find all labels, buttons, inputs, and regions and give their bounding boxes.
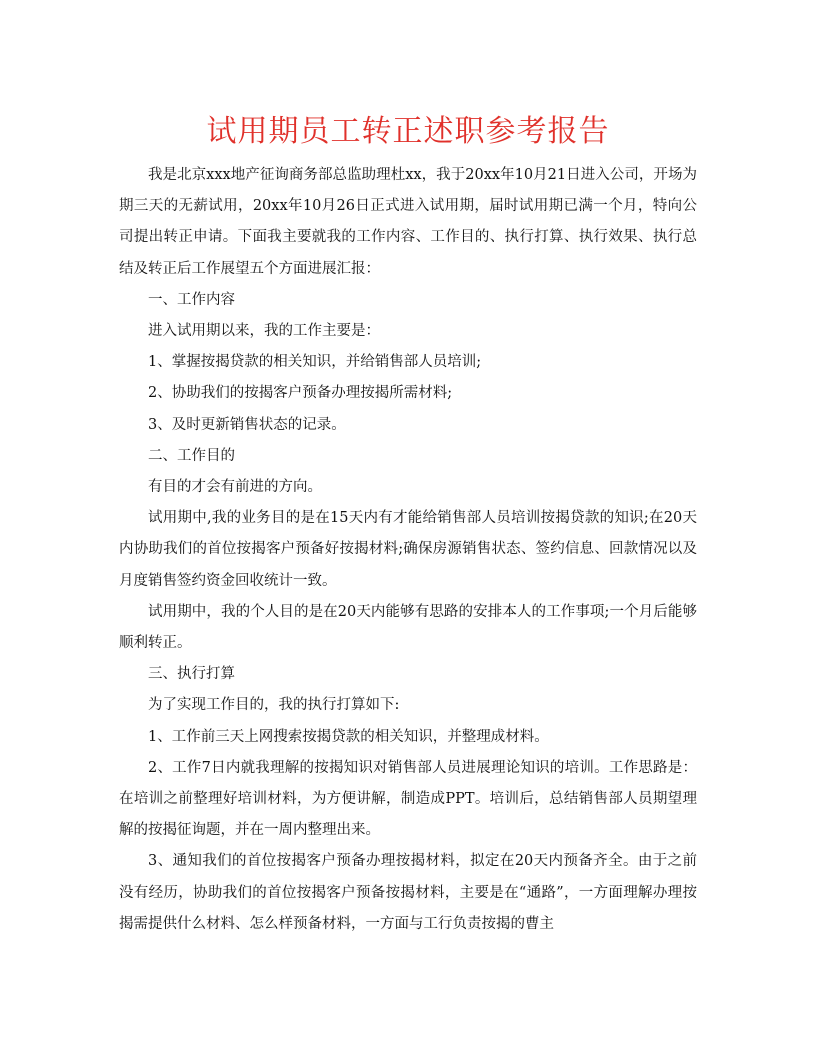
list-item: 1、工作前三天上网搜索按揭贷款的相关知识，并整理成材料。 [148,728,549,745]
section-heading-work-content: 一、工作内容 [148,291,235,308]
paragraph: 进入试用期以来，我的工作主要是： [148,323,380,340]
list-item: 2、工作7日内就我理解的按揭知识对销售部人员进展理论知识的培训。工作思路是：在培训之前整理好培训材料，为方便讲解，制造成PPT。培训后，总结销售部人员期望理解的按揭征询题，并在一周内整理出来。 [119,759,697,839]
document-body [119,160,697,940]
paragraph: 试用期中，我的个人目的是在20天内能够有思路的安排本人的工作事项;一个月后能够顺利转正。 [119,603,697,652]
paragraph-intro: 我是北京xxx地产征询商务部总监助理杜xx，我于20xx年10月21日进入公司，开场为期三天的无薪试用，20xx年10月26日正式进入试用期，届时试用期已满一个月，特向公司提出转正申请。下面我主要就我的工作内容、工作目的、执行打算、执行效果、执行总结及转正后工作展望五个方面进展汇报： [119,167,697,277]
list-item: 1、掌握按揭贷款的相关知识，并给销售部人员培训; [148,354,482,371]
section-heading-execution-plan: 三、执行打算 [148,666,235,683]
document-title: 试用期员工转正述职参考报告 [206,114,610,149]
paragraph: 为了实现工作目的，我的执行打算如下: [148,697,400,714]
paragraph: 试用期中,我的业务目的是在15天内有才能给销售部人员培训按揭贷款的知识;在20天内协助我们的首位按揭客户预备好按揭材料;确保房源销售状态、签约信息、回款情况以及月度销售签约资金回收统计一致。 [119,510,697,589]
list-item: 3、通知我们的首位按揭客户预备办理按揭材料，拟定在20天内预备齐全。由于之前没有经历，协助我们的首位按揭客户预备按揭材料，主要是在“通路”，一方面理解办理按揭需提供什么材料、怎么样预备材料，一方面与工行负责按揭的曹主 [119,853,697,932]
section-heading-work-goals: 二、工作目的 [148,447,235,464]
list-item: 2、协助我们的按揭客户预备办理按揭所需材料; [148,385,453,402]
paragraph: 有目的才会有前进的方向。 [148,479,322,496]
list-item: 3、及时更新销售状态的记录。 [148,416,346,433]
